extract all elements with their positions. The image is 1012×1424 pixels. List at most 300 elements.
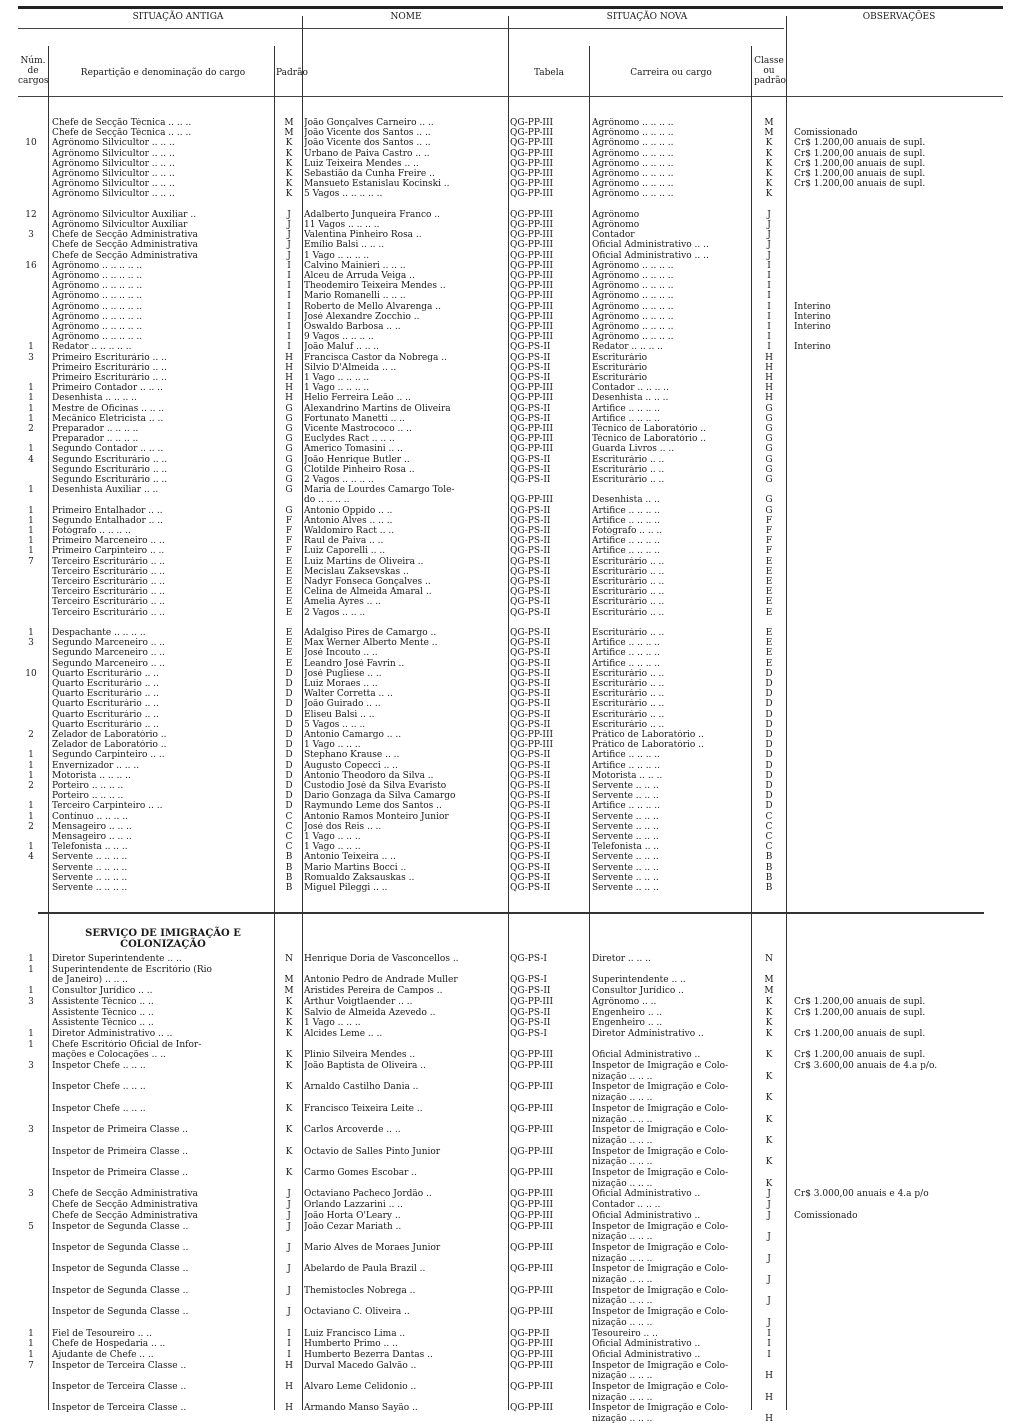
padrao-cell: B (285, 883, 293, 893)
num-cargos-cell: 3 (28, 638, 34, 649)
nome-cell: 1 Vago .. .. .. .. (304, 250, 370, 261)
nome-cell: Max Werner Alberto Mente .. (304, 638, 438, 649)
tabela-cell: QG-PP-III (510, 332, 554, 343)
num-cargos-cell: 1 (28, 546, 34, 557)
classe-cell: E (765, 597, 773, 608)
classe-cell: I (767, 1349, 771, 1360)
padrao-cell: I (287, 281, 291, 292)
padrao-cell: K (285, 158, 293, 169)
cargo-cell: Agrônomo .. .. .. .. .. (52, 322, 143, 332)
carreira-cell: Agrônomo (592, 220, 640, 230)
carreira-cell: Artifice .. .. .. .. (592, 658, 660, 669)
padrao-cell: E (285, 587, 293, 598)
carreira-cell: Inspetor de Imigração e Colo- (592, 1082, 729, 1093)
carreira-cell: Agrônomo .. .. .. .. (592, 281, 674, 292)
nome-cell: 11 Vagos .. .. .. .. (304, 220, 380, 230)
padrao-cell: K (285, 1146, 293, 1157)
cargo-cell: Contínuo .. .. .. .. (52, 811, 128, 822)
tabela-cell: QG-PP-III (510, 209, 554, 220)
col-line (751, 46, 752, 1410)
carreira-cell: Diretor Administrativo .. (592, 1028, 704, 1039)
carreira-cell: Agrônomo .. .. .. .. (592, 301, 674, 312)
padrao-cell: F (285, 515, 293, 526)
padrao-cell: J (287, 240, 291, 251)
nome-cell: Raymundo Leme dos Santos .. (304, 801, 442, 812)
num-cargos-cell: 1 (28, 760, 34, 771)
classe-cell: E (765, 628, 773, 638)
cargo-cell: Agrônomo .. .. .. .. .. (52, 332, 143, 343)
cargo-cell: Fiel de Tesoureiro .. .. (52, 1328, 152, 1339)
carreira-cell: Inspetor de Imigração e Colo- (592, 1221, 729, 1232)
section-divider (38, 912, 984, 914)
padrao-cell: I (287, 271, 291, 281)
cargo-cell: Chefe de Secção Administrativa (52, 240, 198, 251)
carreira-cell: Escriturário .. .. (592, 454, 665, 465)
nome-cell: Valentina Pinheiro Rosa .. (304, 230, 422, 241)
cargo-cell: Agrônomo Silvicultor .. .. .. (52, 158, 175, 169)
carreira-cell: Servente .. .. .. (592, 832, 659, 842)
cargo-cell: Agrônomo Silvicultor .. .. .. (52, 179, 175, 190)
cargo-cell: Preparador .. .. .. .. (52, 434, 139, 445)
classe-cell: K (765, 1050, 773, 1061)
classe-cell: M (764, 986, 774, 997)
nome-cell: João Gonçalves Carneiro .. .. (304, 118, 434, 128)
col-line (302, 16, 303, 1410)
padrao-cell: I (287, 342, 291, 353)
carreira-cell: Artifice .. .. .. .. (592, 750, 660, 761)
col-line (48, 46, 49, 1410)
cargo-cell: Primeiro Escriturário .. .. (52, 362, 167, 373)
classe-cell: E (765, 566, 773, 577)
padrao-cell: H (285, 352, 293, 363)
tabela-cell: QG-PS-II (510, 781, 551, 791)
num-cargos-cell: 1 (28, 536, 34, 547)
carreira-cell: Guarda Livros .. .. (592, 444, 675, 455)
classe-cell: J (767, 1200, 771, 1211)
tabela-cell: QG-PP-III (510, 740, 554, 751)
carreira-cell: Artifice .. .. .. .. (592, 801, 660, 812)
nome-cell: Mario Alves de Moraes Junior (304, 1242, 441, 1253)
padrao-cell: D (285, 760, 293, 771)
carreira-cell: Inspetor de Imigração e Colo- (592, 1360, 729, 1371)
padrao-cell: G (285, 413, 293, 424)
observacao-cell: Cr$ 1.200,00 anuais de supl. (794, 158, 926, 169)
observacao-cell: Cr$ 1.200,00 anuais de supl. (794, 138, 926, 149)
nome-cell: Adalgiso Pires de Camargo .. (304, 628, 437, 638)
padrao-cell: G (285, 444, 293, 455)
classe-cell: H (765, 383, 773, 394)
cargo-cell: Terceiro Escriturário .. .. (52, 607, 166, 618)
tabela-cell: QG-PP-III (510, 1082, 554, 1093)
nome-cell: Walter Corretta .. .. (304, 689, 393, 700)
tabela-cell: QG-PS-II (510, 750, 551, 761)
carreira-cell: Agrônomo (592, 209, 640, 220)
nome-cell: Waldomiro Ract .. .. (304, 526, 395, 536)
nome-cell: Euclydes Ract .. .. .. (304, 434, 395, 445)
cargo-cell: Inspetor de Primeira Classe .. (52, 1125, 188, 1136)
classe-cell: J (767, 250, 771, 261)
cargo-cell: Segundo Escriturário .. .. (52, 454, 168, 465)
tabela-cell: QG-PS-II (510, 566, 551, 577)
tabela-cell: QG-PS-II (510, 760, 551, 771)
cargo-cell: Agrônomo .. .. .. .. .. (52, 260, 143, 271)
observacao-cell: Comissionado (794, 1210, 858, 1221)
nome-cell: Luiz Caporelli .. .. (304, 546, 386, 557)
num-cargos-cell: 1 (28, 505, 34, 516)
num-cargos-cell: 2 (28, 730, 34, 740)
classe-cell: C (765, 832, 773, 842)
padrao-cell: I (287, 1328, 291, 1339)
tabela-cell: QG-PP-III (510, 281, 554, 292)
nome-cell: Urbano de Paiva Castro .. .. (304, 148, 430, 159)
nome-cell: Antonio Alves .. .. .. (304, 515, 393, 526)
cargo-cell: Diretor Administrativo .. .. (52, 1028, 173, 1039)
carreira-cell: Fotógrafo .. .. .. (592, 526, 663, 536)
classe-cell: K (765, 158, 773, 169)
padrao-cell: B (285, 872, 293, 883)
classe-cell: N (765, 954, 773, 964)
num-cargos-cell: 1 (28, 954, 34, 964)
carreira-cell: Contador .. .. .. .. (592, 383, 669, 394)
tabela-cell: QG-PS-II (510, 638, 551, 649)
tabela-cell: QG-PP-III (510, 1349, 554, 1360)
tabela-cell: QG-PP-III (510, 311, 554, 322)
classe-cell: F (765, 515, 773, 526)
classe-cell: D (765, 770, 773, 781)
classe-cell: G (765, 454, 773, 465)
tabela-cell: QG-PS-II (510, 709, 551, 720)
num-cargos-cell: 1 (28, 413, 34, 424)
cargo-cell: Motorista .. .. .. .. (52, 770, 131, 781)
nome-cell: Arthur Voigtlaender .. .. (304, 996, 413, 1007)
header-padrao-label: Padrão (276, 68, 308, 78)
carreira-cell: Redator .. .. .. .. (592, 342, 663, 353)
cargo-cell: Inspetor Chefe .. .. .. (52, 1061, 146, 1071)
padrao-cell: K (285, 1028, 293, 1039)
tabela-cell: QG-PS-II (510, 628, 551, 638)
tabela-cell: QG-PP-III (510, 996, 554, 1007)
carreira-cell: Agrônomo .. .. .. .. (592, 322, 674, 332)
tabela-cell: QG-PP-III (510, 1285, 554, 1296)
header-carreira-label: Carreira ou cargo (630, 68, 712, 78)
tabela-cell: QG-PP-III (510, 1307, 554, 1318)
tabela-cell: QG-PS-I (510, 975, 547, 986)
carreira-cell: Oficial Administrativo .. (592, 1050, 701, 1061)
tabela-cell: QG-PP-III (510, 730, 554, 740)
num-cargos-cell: 2 (28, 781, 34, 791)
cargo-cell: Primeiro Entalhador .. .. (52, 505, 163, 516)
carreira-cell: nização .. .. .. (592, 1135, 653, 1146)
num-cargos-cell: 3 (28, 230, 34, 241)
padrao-cell: D (285, 791, 293, 802)
tabela-cell: QG-PS-II (510, 852, 551, 863)
tabela-cell: QG-PS-II (510, 587, 551, 598)
tabela-cell: QG-PS-II (510, 648, 551, 659)
carreira-cell: Servente .. .. .. (592, 811, 659, 822)
cargo-cell: Assistente Técnico .. .. (52, 996, 154, 1007)
cargo-cell: de Janeiro) .. .. .. (52, 975, 128, 986)
col-line (274, 46, 275, 1410)
num-cargos-cell: 1 (28, 444, 34, 455)
tabela-cell: QG-PS-II (510, 1007, 551, 1018)
classe-cell: I (767, 271, 771, 281)
document-table (18, 6, 1008, 1424)
classe-cell: E (765, 577, 773, 587)
cargo-cell: Terceiro Escriturário .. .. (52, 597, 166, 608)
tabela-cell: QG-PS-II (510, 403, 551, 414)
nome-cell: Abelardo de Paula Brazil .. (304, 1264, 426, 1275)
nome-cell: 1 Vago .. .. .. (304, 1018, 361, 1029)
cargo-cell: Ajudante de Chefe .. .. (52, 1349, 154, 1360)
padrao-cell: E (285, 566, 293, 577)
classe-cell: G (765, 505, 773, 516)
nome-cell: Antonio Teixeira .. .. (304, 852, 396, 863)
classe-cell: K (765, 1178, 773, 1189)
cargo-cell: Quarto Escriturário .. .. (52, 699, 159, 710)
nome-cell: Nadyr Fonseca Gonçalves .. (304, 577, 431, 587)
tabela-cell: QG-PS-II (510, 658, 551, 669)
carreira-cell: Escriturário .. .. (592, 464, 665, 475)
nome-cell: Mecislau Zaksevskas .. (304, 566, 409, 577)
observacao-cell: Interino (794, 301, 831, 312)
tabela-cell: QG-PS-II (510, 362, 551, 373)
tabela-cell: QG-PP-III (510, 1242, 554, 1253)
nome-cell: Roberto de Mello Alvarenga .. (304, 301, 441, 312)
carreira-cell: Escriturário .. .. (592, 607, 665, 618)
padrao-cell: K (285, 179, 293, 190)
nome-cell: 2 Vagos .. .. .. .. (304, 475, 374, 485)
tabela-cell: QG-PP-III (510, 1125, 554, 1136)
nome-cell: Americo Tomasini .. .. (304, 444, 403, 455)
cargo-cell: Chefe de Secção Técnica .. .. .. (52, 128, 192, 139)
carreira-cell: Contador .. .. .. (592, 1200, 661, 1211)
padrao-cell: D (285, 668, 293, 679)
padrao-cell: D (285, 781, 293, 791)
observacao-cell: Cr$ 3.000,00 anuais e 4.a p/o (794, 1189, 929, 1200)
padrao-cell: E (285, 658, 293, 669)
padrao-cell: I (287, 260, 291, 271)
num-cargos-cell: 1 (28, 485, 34, 496)
classe-cell: B (765, 862, 773, 873)
cargo-cell: Despachante .. .. .. .. (52, 628, 146, 638)
cargo-cell: Inspetor de Primeira Classe .. (52, 1146, 188, 1157)
carreira-cell: Escriturário .. .. (592, 577, 665, 587)
nome-cell: Aristides Pereira de Campos .. (304, 986, 443, 997)
padrao-cell: E (285, 556, 293, 567)
header-nome (304, 12, 508, 96)
classe-cell: D (765, 719, 773, 730)
classe-cell: I (767, 342, 771, 353)
padrao-cell: J (287, 1189, 291, 1200)
tabela-cell: QG-PS-II (510, 689, 551, 700)
padrao-cell: F (285, 546, 293, 557)
carreira-cell: Escriturário .. .. (592, 709, 665, 720)
carreira-cell: Oficial Administrativo .. (592, 1189, 701, 1200)
tabela-cell: QG-PP-III (510, 495, 554, 506)
cargo-cell: Terceiro Escriturário .. .. (52, 587, 166, 598)
nome-cell: Mario Romanelli .. .. .. (304, 291, 406, 302)
tabela-cell: QG-PS-II (510, 832, 551, 842)
padrao-cell: C (285, 811, 293, 822)
num-cargos-cell: 7 (28, 1360, 34, 1371)
carreira-cell: nização .. .. .. (592, 1093, 653, 1104)
tabela-cell: QG-PP-III (510, 1103, 554, 1114)
padrao-cell: D (285, 679, 293, 689)
nome-cell: Antonio Camargo .. .. (304, 730, 402, 740)
header-observacoes (794, 12, 1004, 96)
carreira-cell: Escriturário .. .. (592, 587, 665, 598)
classe-cell: I (767, 281, 771, 292)
classe-cell: D (765, 750, 773, 761)
classe-cell: K (765, 189, 773, 200)
observacao-cell: Interino (794, 311, 831, 322)
num-cargos-cell: 1 (28, 1349, 34, 1360)
tabela-cell: QG-PS-II (510, 872, 551, 883)
padrao-cell: D (285, 801, 293, 812)
classe-cell: D (765, 668, 773, 679)
classe-cell: K (765, 1071, 773, 1082)
padrao-cell: D (285, 699, 293, 710)
tabela-cell: QG-PS-II (510, 679, 551, 689)
padrao-cell: K (285, 138, 293, 149)
padrao-cell: D (285, 709, 293, 720)
nome-cell: José Alexandre Zocchio .. (304, 311, 420, 322)
cargo-cell: Diretor Superintendente .. .. (52, 954, 182, 964)
carreira-cell: Artifice .. .. .. .. (592, 546, 660, 557)
cargo-cell: Chefe de Secção Administrativa (52, 1200, 198, 1211)
section-title: SERVIÇO DE IMIGRAÇÃO E COLONIZAÇÃO (85, 928, 241, 950)
cargo-cell: Assistente Técnico .. .. (52, 1007, 154, 1018)
classe-cell: G (765, 403, 773, 414)
padrao-cell: J (287, 1285, 291, 1296)
cargo-cell: Agrônomo .. .. .. .. .. (52, 291, 143, 302)
classe-cell: K (765, 1028, 773, 1039)
tabela-cell: QG-PS-II (510, 821, 551, 832)
padrao-cell: K (285, 1125, 293, 1136)
nome-cell: Adalberto Junqueira Franco .. (304, 209, 441, 220)
cargo-cell: Agrônomo .. .. .. .. .. (52, 281, 143, 292)
classe-cell: G (765, 413, 773, 424)
tabela-cell: QG-PP-III (510, 393, 554, 404)
tabela-cell: QG-PP-III (510, 260, 554, 271)
nome-cell: Humberto Primo .. .. (304, 1339, 398, 1350)
tabela-cell: QG-PS-II (510, 515, 551, 526)
cargo-cell: Segundo Marceneiro .. .. (52, 638, 166, 649)
header-tabela-label: Tabela (533, 68, 564, 78)
carreira-cell: nização .. .. .. (592, 1253, 653, 1264)
classe-cell: D (765, 760, 773, 771)
padrao-cell: G (285, 464, 293, 475)
classe-cell: I (767, 291, 771, 302)
nome-cell: João Maluf .. .. .. (304, 342, 380, 353)
classe-cell: K (765, 1157, 773, 1168)
classe-cell: J (767, 209, 771, 220)
cargo-cell: Primeiro Escriturário .. .. (52, 373, 167, 383)
carreira-cell: nização .. .. .. (592, 1371, 653, 1382)
classe-cell: K (765, 148, 773, 159)
cargo-cell: Segundo Escriturário .. .. (52, 464, 168, 475)
num-cargos-cell: 5 (28, 1221, 34, 1232)
padrao-cell: H (285, 1403, 293, 1414)
observacao-cell: Cr$ 1.200,00 anuais de supl. (794, 1028, 926, 1039)
carreira-cell: Inspetor de Imigração e Colo- (592, 1307, 729, 1318)
classe-cell: M (764, 118, 774, 128)
nome-cell: Maria de Lourdes Camargo Tole- (304, 485, 455, 496)
tabela-cell: QG-PS-II (510, 342, 551, 353)
carreira-cell: Inspetor de Imigração e Colo- (592, 1382, 729, 1392)
nome-cell: Alvaro Leme Celidonio .. (304, 1382, 417, 1392)
tabela-cell: QG-PP-III (510, 128, 554, 139)
cargo-cell: Consultor Jurídico .. .. (52, 986, 153, 997)
padrao-cell: I (287, 322, 291, 332)
classe-cell: G (765, 475, 773, 485)
nome-cell: 2 Vagos .. .. .. (304, 607, 366, 618)
carreira-cell: Artifice .. .. .. .. (592, 413, 660, 424)
carreira-cell: Escriturário .. .. (592, 628, 665, 638)
nome-cell: Silvio D'Almeida .. .. (304, 362, 397, 373)
padrao-cell: K (285, 189, 293, 200)
cargo-cell: Mestre de Oficinas .. .. .. (52, 403, 165, 414)
carreira-cell: Escriturário (592, 352, 648, 363)
carreira-cell: Oficial Administrativo .. .. (592, 250, 709, 261)
carreira-cell: Agrônomo .. .. .. .. (592, 189, 674, 200)
classe-cell: B (765, 852, 773, 863)
classe-cell: J (767, 1275, 771, 1285)
carreira-cell: Agrônomo .. .. .. .. (592, 311, 674, 322)
classe-cell: K (765, 138, 773, 149)
header-reparticao-label: Repartição e denominação do cargo (80, 68, 246, 78)
padrao-cell: H (285, 1382, 293, 1392)
tabela-cell: QG-PS-II (510, 770, 551, 781)
classe-cell: H (765, 1414, 773, 1424)
padrao-cell: G (285, 454, 293, 465)
carreira-cell: Oficial Administrativo .. (592, 1339, 701, 1350)
cargo-cell: Primeiro Marceneiro .. .. (52, 536, 165, 547)
padrao-cell: D (285, 689, 293, 700)
classe-cell: C (765, 811, 773, 822)
classe-cell: H (765, 362, 773, 373)
carreira-cell: Escriturário .. .. (592, 689, 665, 700)
padrao-cell: J (287, 220, 291, 230)
padrao-cell: E (285, 597, 293, 608)
classe-cell: F (765, 536, 773, 547)
tabela-cell: QG-PS-II (510, 413, 551, 424)
carreira-cell: Escriturário .. .. (592, 566, 665, 577)
tabela-cell: QG-PP-III (510, 434, 554, 445)
cargo-cell: Terceiro Escriturário .. .. (52, 577, 166, 587)
cargo-cell: Agrônomo Silvicultor Auxiliar (52, 220, 188, 230)
padrao-cell: D (285, 730, 293, 740)
padrao-cell: I (287, 1349, 291, 1360)
classe-cell: G (765, 444, 773, 455)
classe-cell: K (765, 1093, 773, 1104)
carreira-cell: Servente .. .. .. (592, 872, 659, 883)
tabela-cell: QG-PS-II (510, 699, 551, 710)
tabela-cell: QG-PS-II (510, 556, 551, 567)
cargo-cell: Mecânico Eletricista .. .. (52, 413, 164, 424)
cargo-cell: Servente .. .. .. .. (52, 883, 128, 893)
carreira-cell: Tesoureiro .. .. (592, 1328, 658, 1339)
num-cargos-cell: 1 (28, 383, 34, 394)
tabela-cell: QG-PS-II (510, 842, 551, 853)
cargo-cell: Segundo Marceneiro .. .. (52, 658, 166, 669)
nome-cell: Emílio Balsi .. .. .. (304, 240, 385, 251)
nome-cell: Armando Manso Sayão .. (304, 1403, 418, 1414)
nome-cell: Custodio José da Silva Evaristo (304, 781, 447, 791)
nome-cell: 9 Vagos .. .. .. .. (304, 332, 374, 343)
classe-cell: I (767, 322, 771, 332)
tabela-cell: QG-PP-III (510, 1221, 554, 1232)
